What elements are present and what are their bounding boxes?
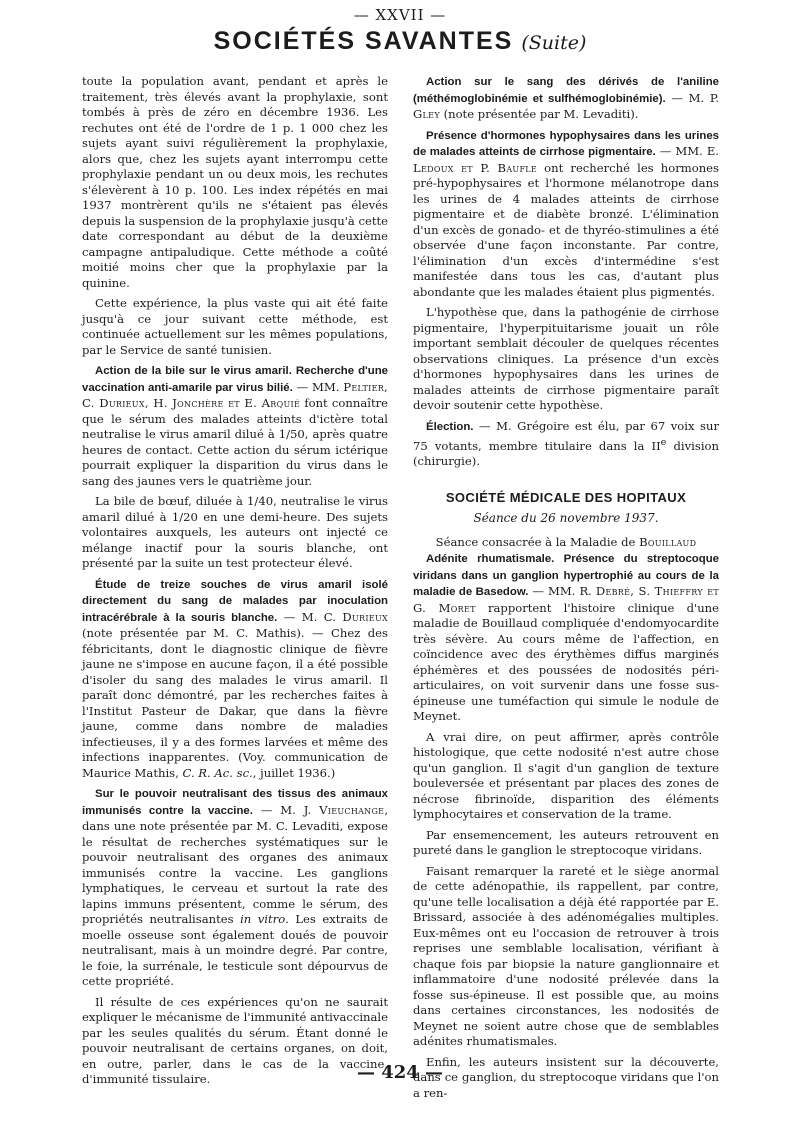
page-number: — 424 — xyxy=(356,1062,444,1083)
article-title: Étude de treize souches de virus amaril isolé directement du sang de malades par inoculation intracérébrale à la souris blanche. xyxy=(82,578,388,624)
article-text: font connaître que le sérum des malades atteints d'ictère total neutralise le virus amaril dilué à 1/50, après quatre heures de contact. Cette action du sérum ictérique pourrait expliquer la disparition du virus dans le sang des jaunes vers le quatrième jour. xyxy=(82,396,389,488)
article-title: Adénite rhumatismale. Présence du streptocoque viridans dans un ganglion hypertrophié au cours de la maladie de Basedow. xyxy=(413,553,719,599)
article-authors: Durieux xyxy=(342,609,388,624)
article-title: Élection. xyxy=(426,420,474,433)
article-authors: Vieuchange xyxy=(319,802,385,817)
article-title: Action sur le sang des dérivés de l'aniline (méthémoglobinémie et sulfhémoglobinémie). xyxy=(413,76,719,105)
article-hormones: Présence d'hormones hypophysaires dans les urines de malades atteints de cirrhose pigmentaire. — MM. E. Ledoux et P. Baufle ont recherché les hormones pré-hypophysaires et l'hormone mélanotrope dans les urines de 4 malades atteints de cirrhose pigmentaire et de diabète bronzé. L'élimination d'un excès de gonado- et de thyréo-stimulines a été observée d'une façon inconstante. Par contre, l'élimination d'un excès d'intermédine s'est manifestée dans tous les cas, d'autant plus abondante que les malades étaient plus pigmentés. xyxy=(413,129,719,299)
superscript: e xyxy=(660,437,667,448)
paragraph-histologie: A vrai dire, on peut affirmer, après contrôle histologique, que cette nodosité n'est autre chose qu'un ganglion. Il s'agit d'un ganglion de texture bouleversée et présentant par places des zones de nécrose fibrinoïde, disparition des éléments lymphocytaires et conservation de la trame. xyxy=(413,729,719,822)
article-bile: Action de la bile sur le virus amaril. Recherche d'une vaccination anti-amarile par virus bilié. — MM. Peltier, C. Durieux, H. Jonchère et E. Arquié font connaître que le sérum des malades atteints d'ictère total neutralise le virus amaril dilué à 1/50, après quatre heures de contact. Cette action du sérum ictérique pourrait expliquer la disparition du virus dans le sang des jaunes vers le quatrième jour. xyxy=(82,365,389,488)
in-vitro-term: in vitro xyxy=(240,912,286,926)
article-election: Élection. — M. Grégoire est élu, par 67 voix sur 75 votants, membre titulaire dans la IIe division (chirurgie). xyxy=(413,418,719,469)
article-pouvoir: Sur le pouvoir neutralisant des tissus des animaux immunisés contre la vaccine. — M. J. Vieuchange, dans une note présentée par M. C. Levaditi, expose le résultat de recherches systématiques sur le pouvoir neutralisant des organes des animaux immunisés contre la vaccine. Les ganglions lymphatiques, le cerveau et surtout la rate des lapins immuns présentent, comme le sérum, des propriétés neutralisantes in vitro. Les extraits de moelle osseuse sont également doués de pouvoir neutralisant, mais à un moindre degré. Par contre, le foie, la surrénale, le testicule sont dépourvus de cette propriété. xyxy=(82,788,388,988)
section-title xyxy=(0,27,800,56)
article-authors: Peltier, C. Durieux, H. Jonchère et E. Arquié xyxy=(82,379,389,410)
article-adenite: Adénite rhumatismale. Présence du streptocoque viridans dans un ganglion hypertrophié au cours de la maladie de Basedow. — MM. R. Debré, S. Thieffry et G. Moret rapportent l'histoire clinique d'une maladie de Bouillaud compliquée d'endomyocardite très sévère. Au cours même de l'affection, en coïncidence avec des érythèmes diffus marginés éphémères et des poussées de nodosités péri-articulaires, on voit survenir dans une fosse sus-épineuse une tuméfaction qui simule le nodule de Meynet. xyxy=(413,553,720,724)
running-head: — XXVII — xyxy=(353,6,447,24)
article-aniline: Action sur le sang des dérivés de l'aniline (méthémoglobinémie et sulfhémoglobinémie). — M. P. Gley (note présentée par M. Levaditi). xyxy=(413,76,719,121)
right-column xyxy=(413,74,720,1100)
paragraph-enfin: Enfin, les auteurs insistent sur la découverte, dans ce ganglion, du streptocoque viridans que l'on a ren- xyxy=(413,1054,719,1100)
left-column xyxy=(82,74,389,1086)
article-authors: Debré, S. Thieffry et G. Moret xyxy=(413,584,719,615)
article-authors: Ledoux et P. Baufle xyxy=(413,160,538,175)
citation: C. R. Ac. sc. xyxy=(182,765,253,780)
seance-name: Bouillaud xyxy=(639,534,697,549)
article-title: Sur le pouvoir neutralisant des tissus des animaux immunisés contre la vaccine. xyxy=(82,788,388,817)
article-title: Présence d'hormones hypophysaires dans les urines de malades atteints de cirrhose pigmentaire. xyxy=(413,129,719,158)
article-title: Action de la bile sur le virus amaril. Recherche d'une vaccination anti-amarile par virus bilié. xyxy=(82,365,388,394)
paragraph-bile-boeuf: La bile de bœuf, diluée à 1/40, neutralise le virus amaril dilué à 1/20 en une demi-heure. Des sujets volontaires auxquels, les auteurs ont injecté ce mélange inactif pour la souris blanche, ont présenté par la suite un test protecteur élevé. xyxy=(82,494,388,570)
seance-date: Séance du 26 novembre 1937. xyxy=(473,511,659,526)
paragraph-ensemencement: Par ensemencement, les auteurs retrouvent en pureté dans le ganglion le streptocoque viridans. xyxy=(413,827,719,858)
paragraph-localisation: Faisant remarquer la rareté et le siège anormal de cette adénopathie, ils rappellent, par contre, qu'une telle localisation a déjà été rapportée par E. Brissard, associée à des adénomégalies multiples. Eux-mêmes ont eu l'occasion de retrouver à trois reprises une semblable localisation, vérifiant à chaque fois par biopsie la nature ganglionnaire et inflammatoire d'une nodosité prélevée dans la fosse sus-épineuse. Il est possible que, au moins dans certaines circonstances, les nodosités de Meynet ne soient autre chose que de semblables adénites rhumatismales. xyxy=(413,863,719,1049)
seance-dedication: Séance consacrée à la Maladie de Bouillaud xyxy=(435,534,697,549)
paragraph-hypothese: L'hypothèse que, dans la pathogénie de cirrhose pigmentaire, l'hyperpituitarisme jouait un rôle important semblait découler de quelques récentes observations cliniques. La présence d'un excès d'hormones hypophysaires dans les urines de malades atteints de cirrhose pigmentaire paraît devoir soutenir cette hypothèse. xyxy=(413,305,719,412)
paragraph-paludisme-end: toute la population avant, pendant et après le traitement, très élevés avant la prophylaxie, sont tombés à près de zéro en décembre 1936. Les rechutes ont été de l'ordre de 1 p. 1 000 chez les sujets ayant suivi régulièrement la prophylaxie, alors que, chez les sujets ayant interrompu cette prophylaxie pendant un ou deux mois, les rechutes s'élevèrent à 10 p. 100. Les index répétés en mai 1937 montrèrent qu'ils ne s'étaient pas élevés depuis la suspension de la prophylaxie jusqu'à cette date correspondant au début de la deuxième campagne antipaludique. Cette méthode a coûté moitié moins cher que la prophylaxie par la quinine. xyxy=(82,74,389,290)
section-title-main: SOCIÉTÉS SAVANTES xyxy=(213,27,514,55)
paragraph-immunite: Il résulte de ces expériences qu'on ne saurait expliquer le mécanisme de l'immunité antivaccinale par les seules qualités du sérum. Étant donné le pouvoir neutralisant de certains organes, on doit, en outre, parler, dans le cas de la vaccine, d'immunité tissulaire. xyxy=(82,994,388,1086)
article-authors: Gley xyxy=(413,107,440,121)
article-souches: Étude de treize souches de virus amaril isolé directement du sang de malades par inoculation intracérébrale à la souris blanche. — M. C. Durieux (note présentée par M. C. Mathis). — Chez des fébricitants, dont le diagnostic clinique de fièvre jaune ne s'impose en aucune façon, il a été possible d'isoler du sang des malades le virus amaril. Il paraît donc démontré, par les recherches faites à l'Institut Pasteur de Dakar, que dans la fièvre jaune, comme dans nombre de maladies infectieuses, il y a des formes larvées et même des infections inapparentes. (Voy. communication de Maurice Mathis, C. R. Ac. sc., juillet 1936.) xyxy=(82,578,388,780)
society-heading: SOCIÉTÉ MÉDICALE DES HOPITAUX xyxy=(445,489,687,505)
section-title-suffix: (Suite) xyxy=(521,32,587,54)
paragraph-experience: Cette expérience, la plus vaste qui ait été faite jusqu'à ce jour suivant cette méthode, est continuée actuellement sur les mêmes populations, par le Service de santé tunisien. xyxy=(82,296,388,357)
